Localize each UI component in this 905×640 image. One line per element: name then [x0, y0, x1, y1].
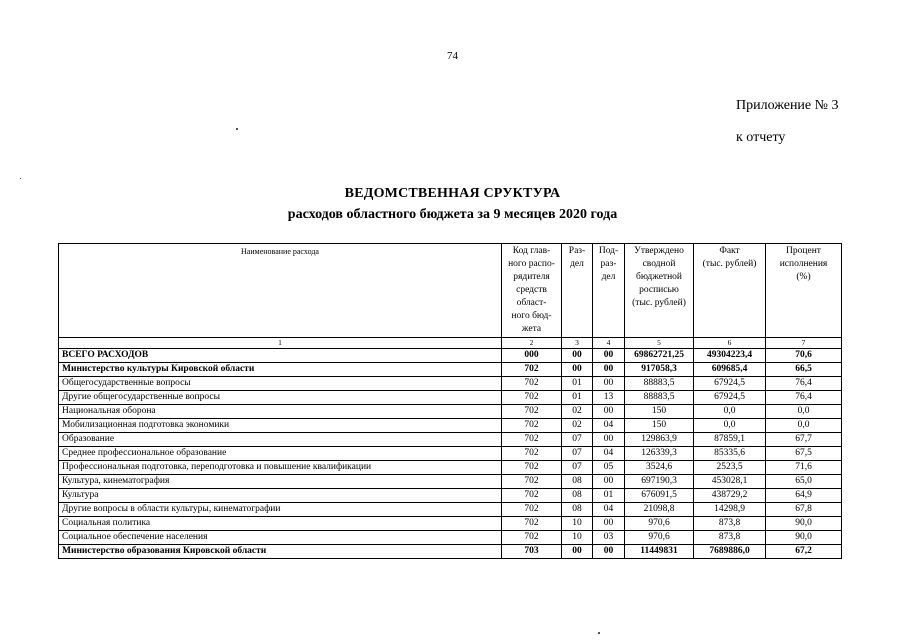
cell-percent: 0,0 — [766, 405, 842, 419]
header-section — [562, 244, 593, 338]
cell-subsection: 03 — [593, 531, 625, 545]
cell-fact: 87859,1 — [694, 433, 766, 447]
cell-subsection: 00 — [593, 517, 625, 531]
header-subsection-line: раз- — [600, 259, 617, 269]
cell-approved: 88883,5 — [625, 377, 694, 391]
cell-approved: 69862721,25 — [625, 349, 694, 363]
cell-code: 702 — [502, 419, 562, 433]
cell-code: 702 — [502, 531, 562, 545]
header-approved-line: Утверждено — [634, 246, 684, 256]
header-approved-line: росписью — [639, 285, 679, 295]
cell-fact: 49304223,4 — [694, 349, 766, 363]
document-subtitle: расходов областного бюджета за 9 месяцев 2020 года — [287, 207, 618, 222]
cell-approved: 917058,3 — [625, 363, 694, 377]
cell-name: ВСЕГО РАСХОДОВ — [59, 349, 502, 363]
cell-code: 702 — [502, 405, 562, 419]
cell-percent: 64,9 — [766, 489, 842, 503]
header-approved — [625, 244, 694, 338]
header-fact-line: (тыс. рублей) — [702, 259, 757, 269]
column-number: 3 — [562, 338, 593, 349]
header-percent-line: Процент — [786, 246, 821, 256]
cell-fact: 85335,6 — [694, 447, 766, 461]
cell-percent: 71,6 — [766, 461, 842, 475]
appendix-label: Приложение № 3 — [736, 98, 839, 113]
cell-name: Министерство образования Кировской области — [59, 545, 502, 559]
table-row — [59, 489, 842, 503]
cell-section: 08 — [562, 503, 593, 517]
table-row — [59, 377, 842, 391]
cell-section: 02 — [562, 419, 593, 433]
cell-code: 702 — [502, 461, 562, 475]
header-percent — [766, 244, 842, 338]
document-title: ВЕДОМСТВЕННАЯ СРУКТУРА — [344, 186, 561, 201]
scan-speck — [236, 128, 238, 130]
column-number: 6 — [694, 338, 766, 349]
header-code-line: жета — [521, 324, 542, 334]
cell-fact: 7689886,0 — [694, 545, 766, 559]
header-fact — [694, 244, 766, 338]
cell-name: Общегосударственные вопросы — [59, 377, 502, 391]
cell-percent: 90,0 — [766, 517, 842, 531]
header-fact-line: Факт — [719, 246, 740, 256]
cell-approved: 88883,5 — [625, 391, 694, 405]
header-code-line: средств — [516, 285, 547, 295]
cell-section: 00 — [562, 363, 593, 377]
cell-section: 02 — [562, 405, 593, 419]
header-section-line: Раз- — [568, 246, 586, 256]
cell-name: Национальная оборона — [59, 405, 502, 419]
header-name: Наименование расхода — [59, 244, 502, 338]
cell-percent: 76,4 — [766, 391, 842, 405]
cell-subsection: 00 — [593, 363, 625, 377]
cell-subsection: 05 — [593, 461, 625, 475]
cell-fact: 2523,5 — [694, 461, 766, 475]
column-number: 2 — [502, 338, 562, 349]
cell-percent: 67,2 — [766, 545, 842, 559]
cell-approved: 11449831 — [625, 545, 694, 559]
cell-percent: 67,5 — [766, 447, 842, 461]
cell-name: Образование — [59, 433, 502, 447]
cell-fact: 609685,4 — [694, 363, 766, 377]
cell-code: 702 — [502, 517, 562, 531]
header-approved-line: сводной — [642, 259, 676, 269]
column-number: 1 — [59, 338, 502, 349]
cell-name: Социальное обеспечение населения — [59, 531, 502, 545]
cell-section: 07 — [562, 433, 593, 447]
cell-subsection: 00 — [593, 377, 625, 391]
cell-section: 08 — [562, 489, 593, 503]
cell-code: 000 — [502, 349, 562, 363]
table-row — [59, 391, 842, 405]
header-subsection-line: Под- — [598, 246, 619, 256]
cell-approved: 21098,8 — [625, 503, 694, 517]
header-code — [502, 244, 562, 338]
cell-name: Мобилизационная подготовка экономики — [59, 419, 502, 433]
cell-name: Другие общегосударственные вопросы — [59, 391, 502, 405]
report-label: к отчету — [736, 130, 786, 145]
cell-fact: 67924,5 — [694, 391, 766, 405]
header-subsection — [593, 244, 625, 338]
cell-percent: 67,8 — [766, 503, 842, 517]
cell-code: 702 — [502, 391, 562, 405]
cell-subsection: 00 — [593, 405, 625, 419]
cell-approved: 126339,3 — [625, 447, 694, 461]
cell-approved: 676091,5 — [625, 489, 694, 503]
cell-fact: 873,8 — [694, 531, 766, 545]
expenditure-table — [58, 243, 842, 559]
cell-section: 08 — [562, 475, 593, 489]
header-approved-line: (тыс. рублей) — [632, 298, 686, 308]
table-row — [59, 517, 842, 531]
cell-subsection: 00 — [593, 433, 625, 447]
cell-code: 703 — [502, 545, 562, 559]
cell-name: Социальная политика — [59, 517, 502, 531]
column-number: 4 — [593, 338, 625, 349]
cell-code: 702 — [502, 363, 562, 377]
table-body — [59, 349, 842, 559]
cell-fact: 438729,2 — [694, 489, 766, 503]
cell-subsection: 00 — [593, 475, 625, 489]
header-percent-line: (%) — [796, 272, 811, 282]
cell-fact: 453028,1 — [694, 475, 766, 489]
table-row — [59, 433, 842, 447]
cell-percent: 90,0 — [766, 531, 842, 545]
cell-code: 702 — [502, 377, 562, 391]
cell-approved: 129863,9 — [625, 433, 694, 447]
cell-subsection: 00 — [593, 349, 625, 363]
table-row — [59, 531, 842, 545]
table-row — [59, 545, 842, 559]
table-row — [59, 349, 842, 363]
cell-approved: 150 — [625, 405, 694, 419]
header-code-line: ного распо- — [508, 259, 555, 269]
header-code-line: рядителя — [513, 272, 550, 282]
column-number: 7 — [766, 338, 842, 349]
cell-percent: 70,6 — [766, 349, 842, 363]
cell-code: 702 — [502, 475, 562, 489]
cell-percent: 66,5 — [766, 363, 842, 377]
cell-fact: 873,8 — [694, 517, 766, 531]
table-row — [59, 447, 842, 461]
header-code-line: Код глав- — [512, 246, 551, 256]
cell-code: 702 — [502, 447, 562, 461]
header-percent-line: исполнения — [779, 259, 828, 269]
header-approved-line: бюджетной — [635, 272, 682, 282]
table-row — [59, 419, 842, 433]
table-row — [59, 363, 842, 377]
cell-section: 10 — [562, 517, 593, 531]
table-header-row — [59, 244, 842, 338]
cell-percent: 76,4 — [766, 377, 842, 391]
cell-fact: 67924,5 — [694, 377, 766, 391]
cell-subsection: 04 — [593, 419, 625, 433]
cell-fact: 0,0 — [694, 419, 766, 433]
column-number: 5 — [625, 338, 694, 349]
cell-approved: 150 — [625, 419, 694, 433]
scan-speck — [598, 632, 600, 634]
header-section-line: дел — [570, 259, 584, 269]
cell-approved: 970,6 — [625, 517, 694, 531]
cell-code: 702 — [502, 503, 562, 517]
column-number-row — [59, 338, 842, 349]
scan-speck — [20, 178, 21, 179]
cell-subsection: 04 — [593, 447, 625, 461]
cell-name: Профессиональная подготовка, переподготовка и повышение квалификации — [59, 461, 502, 475]
cell-fact: 14298,9 — [694, 503, 766, 517]
cell-section: 01 — [562, 377, 593, 391]
table-row — [59, 405, 842, 419]
cell-name: Культура, кинематография — [59, 475, 502, 489]
cell-section: 10 — [562, 531, 593, 545]
cell-subsection: 00 — [593, 545, 625, 559]
cell-approved: 697190,3 — [625, 475, 694, 489]
table-row — [59, 503, 842, 517]
cell-name: Министерство культуры Кировской области — [59, 363, 502, 377]
header-subsection-line: дел — [601, 272, 616, 282]
page-number: 74 — [447, 50, 458, 62]
cell-section: 07 — [562, 447, 593, 461]
cell-approved: 3524,6 — [625, 461, 694, 475]
cell-fact: 0,0 — [694, 405, 766, 419]
cell-name: Культура — [59, 489, 502, 503]
cell-name: Другие вопросы в области культуры, кинематографии — [59, 503, 502, 517]
cell-percent: 65,0 — [766, 475, 842, 489]
cell-section: 00 — [562, 349, 593, 363]
cell-subsection: 04 — [593, 503, 625, 517]
table-row — [59, 461, 842, 475]
cell-percent: 0,0 — [766, 419, 842, 433]
cell-percent: 67,7 — [766, 433, 842, 447]
cell-section: 07 — [562, 461, 593, 475]
header-code-line: област- — [516, 298, 547, 308]
cell-section: 00 — [562, 545, 593, 559]
cell-name: Среднее профессиональное образование — [59, 447, 502, 461]
cell-code: 702 — [502, 489, 562, 503]
cell-approved: 970,6 — [625, 531, 694, 545]
cell-subsection: 01 — [593, 489, 625, 503]
header-code-line: ного бюд- — [511, 311, 552, 321]
cell-section: 01 — [562, 391, 593, 405]
cell-subsection: 13 — [593, 391, 625, 405]
table-row — [59, 475, 842, 489]
cell-code: 702 — [502, 433, 562, 447]
